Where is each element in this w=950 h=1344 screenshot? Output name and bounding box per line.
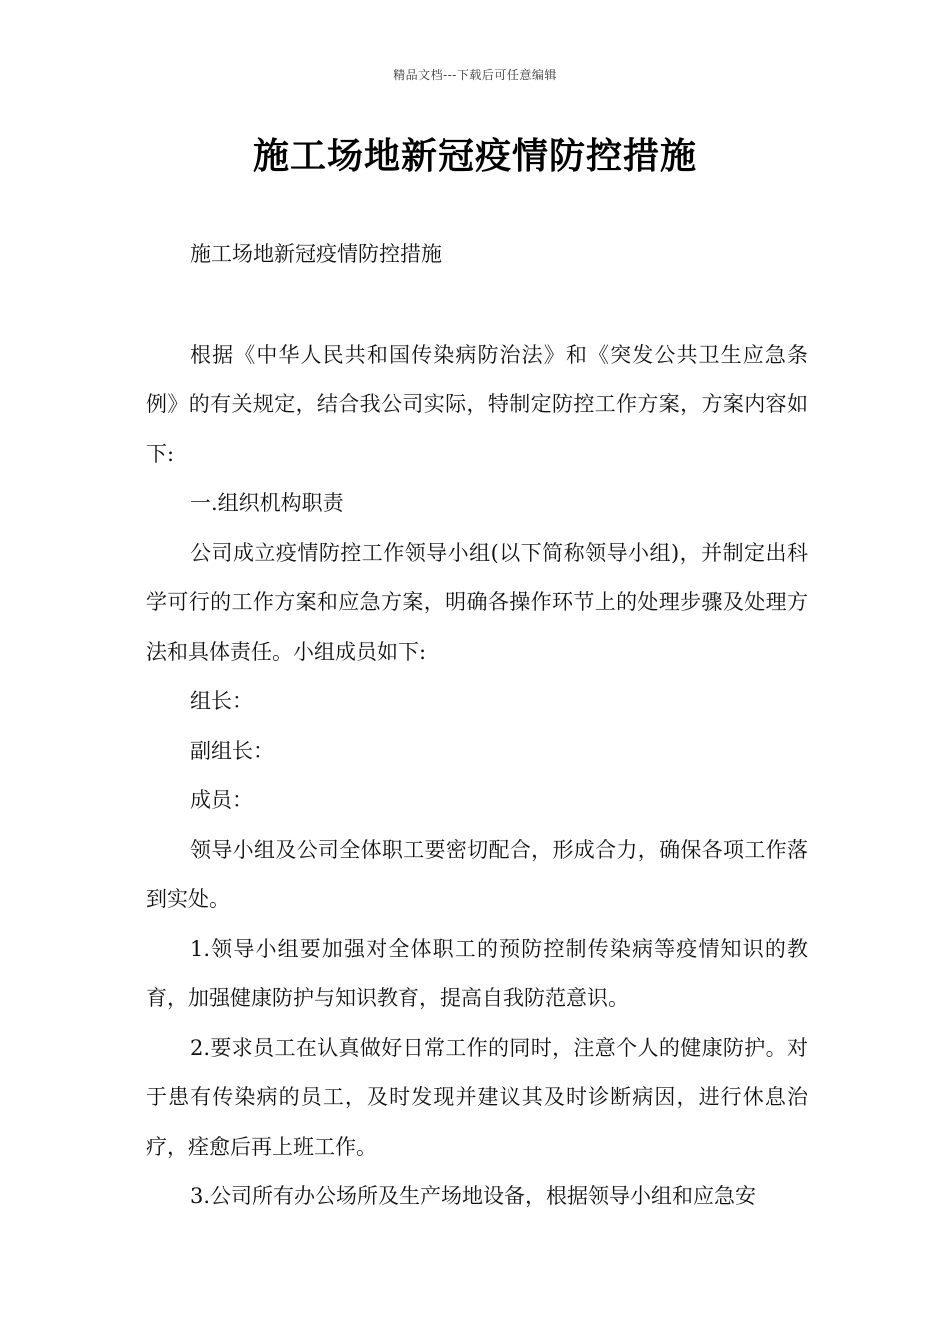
paragraph-leadership-group: 公司成立疫情防控工作领导小组(以下简称领导小组)，并制定出科学可行的工作方案和应急方案，明确各操作环节上的处理步骤及处理方法和具体责任。小组成员如下:: [146, 540, 808, 664]
paragraph-item-3: 3.公司所有办公场所及生产场地设备，根据领导小组和应急安: [190, 1184, 757, 1208]
paragraph-item-2: 2.要求员工在认真做好日常工作的同时，注意个人的健康防护。对于患有传染病的员工，及时发现并建议其及时诊断病因，进行休息治疗，痊愈后再上班工作。: [146, 1035, 808, 1159]
paragraph-intro: 根据《中华人民共和国传染病防治法》和《突发公共卫生应急条例》的有关规定，结合我公司实际，特制定防控工作方案，方案内容如下:: [146, 342, 808, 466]
document-subtitle: 施工场地新冠疫情防控措施: [190, 242, 442, 266]
paragraph-group-leader: 组长：: [190, 689, 253, 713]
section-heading-organization: 一.组织机构职责: [190, 491, 344, 515]
header-note: 精品文档---下载后可任意编辑: [393, 68, 557, 82]
paragraph-cooperation: 领导小组及公司全体职工要密切配合，形成合力，确保各项工作落到实处。: [146, 837, 808, 911]
paragraph-item-1: 1.领导小组要加强对全体职工的预防控制传染病等疫情知识的教育，加强健康防护与知识教育，提高自我防范意识。: [146, 936, 808, 1010]
paragraph-members: 成员：: [190, 788, 253, 812]
paragraph-deputy-leader: 副组长：: [190, 738, 274, 763]
document-body: [146, 230, 808, 1222]
document-title: 施工场地新冠疫情防控措施: [252, 136, 697, 177]
